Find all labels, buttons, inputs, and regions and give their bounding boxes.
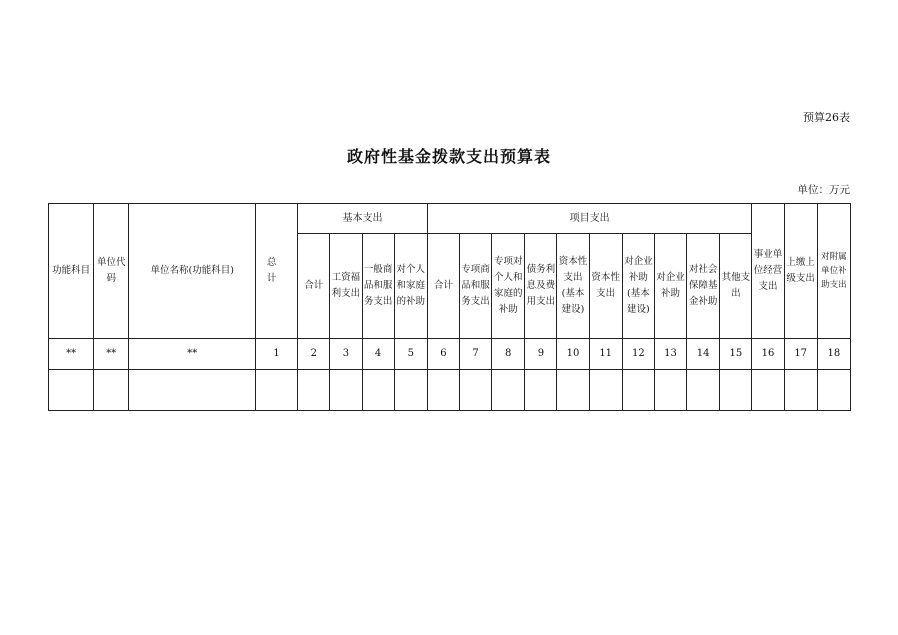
index-cell: 4	[362, 339, 394, 370]
header-project-col: 对企业补助	[654, 234, 686, 339]
index-cell: 12	[622, 339, 654, 370]
index-cell: 2	[298, 339, 330, 370]
index-row	[49, 339, 851, 370]
unit-label: 单位：万元	[797, 184, 850, 196]
header-project-col: 资本性支出(基本建设)	[557, 234, 589, 339]
data-cell	[622, 370, 654, 411]
index-cell: 1	[256, 339, 298, 370]
index-cell: 3	[330, 339, 362, 370]
header-project-col: 专项商品和服务支出	[459, 234, 491, 339]
data-cell	[589, 370, 622, 411]
header-project-col: 资本性支出	[589, 234, 622, 339]
data-cell	[720, 370, 752, 411]
data-cell	[427, 370, 459, 411]
data-cell	[557, 370, 589, 411]
data-cell	[129, 370, 256, 411]
header-basic-col: 对个人和家庭的补助	[394, 234, 427, 339]
data-cell	[459, 370, 491, 411]
header-basic-col: 工资福利支出	[330, 234, 362, 339]
index-cell: 5	[394, 339, 427, 370]
data-cell	[654, 370, 686, 411]
data-cell	[784, 370, 817, 411]
index-cell: 15	[720, 339, 752, 370]
index-cell: **	[129, 339, 256, 370]
index-cell: 11	[589, 339, 622, 370]
header-project-col: 合计	[427, 234, 459, 339]
header-function-subject: 功能科目	[49, 204, 94, 339]
data-cell	[330, 370, 362, 411]
header-grand-total: 总 计	[256, 204, 298, 339]
index-cell: **	[94, 339, 129, 370]
data-cell	[49, 370, 94, 411]
form-number: 预算26表	[803, 111, 850, 124]
index-cell: 10	[557, 339, 589, 370]
budget-table	[48, 203, 851, 411]
data-cell	[492, 370, 525, 411]
header-tail-col: 对附属单位补助支出	[817, 204, 850, 339]
header-tail-col: 事业单位经营支出	[752, 204, 784, 339]
data-cell	[752, 370, 784, 411]
header-row-groups	[49, 204, 851, 234]
header-project-col: 债务利息及费用支出	[525, 234, 557, 339]
header-project-col: 其他支出	[720, 234, 752, 339]
data-cell	[394, 370, 427, 411]
data-cell	[94, 370, 129, 411]
data-cell	[687, 370, 720, 411]
index-cell: 7	[459, 339, 491, 370]
header-project-col: 对企业补助(基本建设)	[622, 234, 654, 339]
index-cell: 16	[752, 339, 784, 370]
header-basic-col: 合计	[298, 234, 330, 339]
header-project-col: 对社会保障基金补助	[687, 234, 720, 339]
header-project-expenditure: 项目支出	[427, 204, 752, 234]
index-cell: 6	[427, 339, 459, 370]
data-cell	[362, 370, 394, 411]
data-cell	[256, 370, 298, 411]
header-unit-name: 单位名称(功能科目)	[129, 204, 256, 339]
index-cell: 9	[525, 339, 557, 370]
table-row	[49, 370, 851, 411]
index-cell: 18	[817, 339, 850, 370]
index-cell: 14	[687, 339, 720, 370]
index-cell: 17	[784, 339, 817, 370]
data-cell	[817, 370, 850, 411]
header-project-col: 专项对个人和家庭的补助	[492, 234, 525, 339]
index-cell: 13	[654, 339, 686, 370]
data-cell	[298, 370, 330, 411]
header-basic-expenditure: 基本支出	[298, 204, 428, 234]
header-tail-col: 上缴上级支出	[784, 204, 817, 339]
index-cell: 8	[492, 339, 525, 370]
header-unit-code: 单位代码	[94, 204, 129, 339]
data-cell	[525, 370, 557, 411]
page-title: 政府性基金拨款支出预算表	[346, 147, 551, 166]
header-basic-col: 一般商品和服务支出	[362, 234, 394, 339]
index-cell: **	[49, 339, 94, 370]
